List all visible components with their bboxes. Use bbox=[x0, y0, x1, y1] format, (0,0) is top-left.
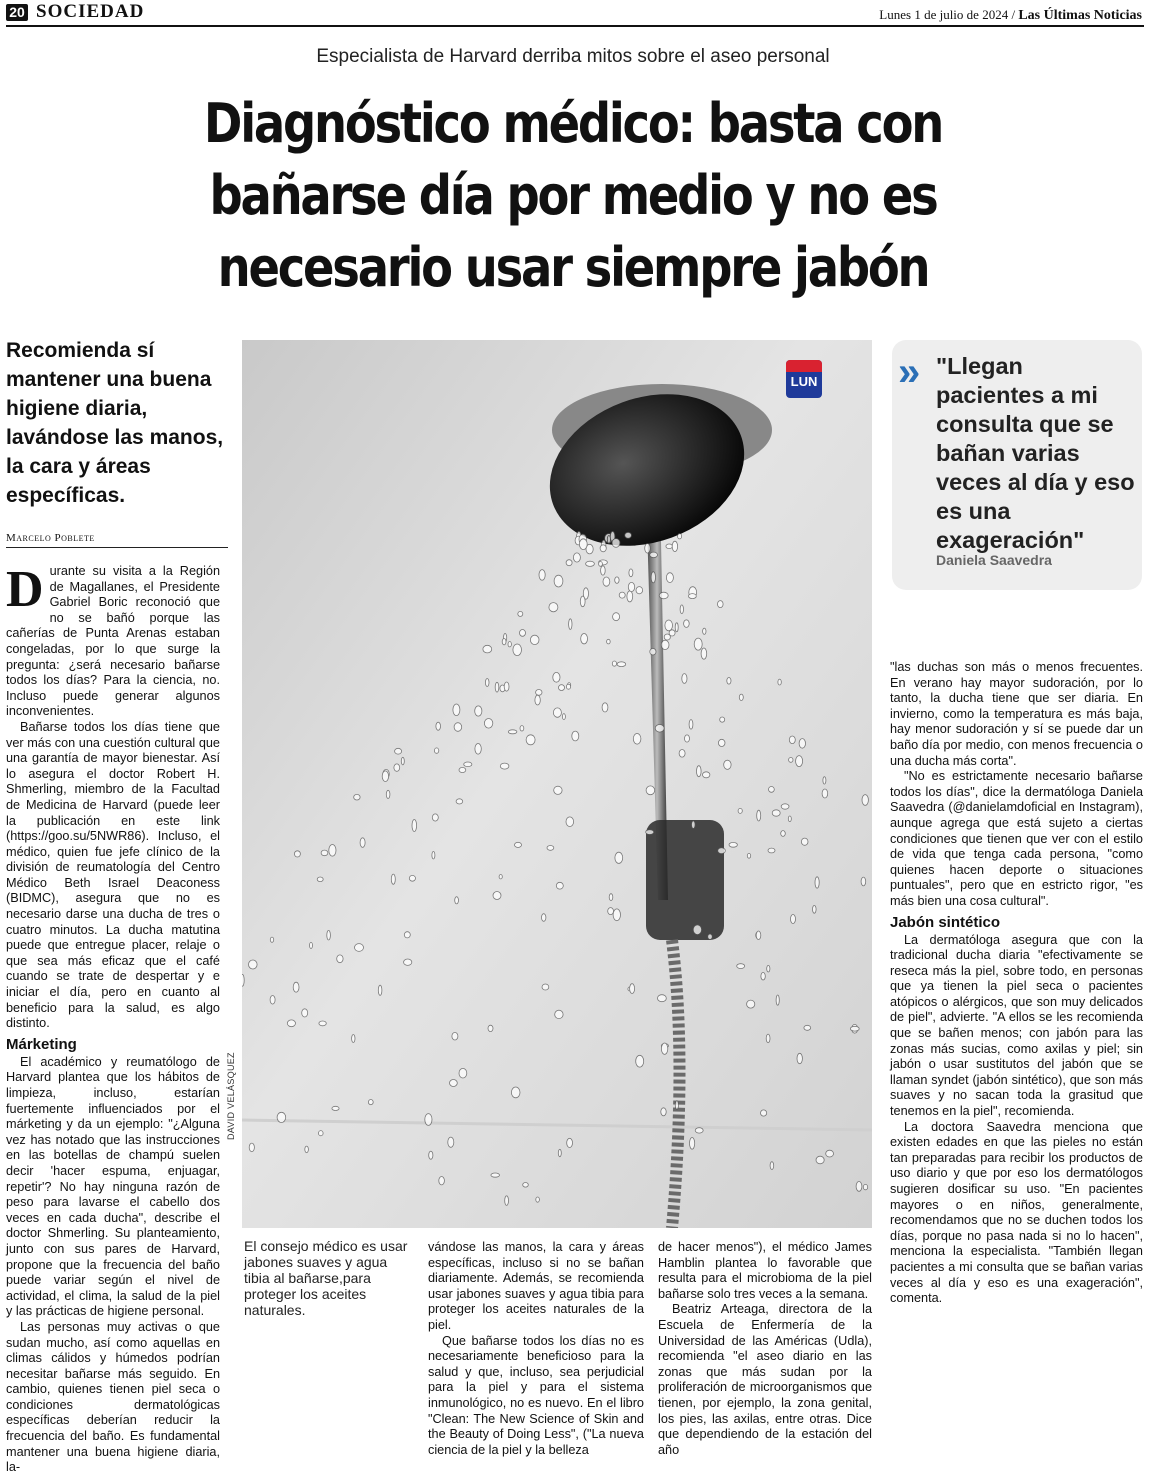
water-droplet bbox=[354, 794, 360, 800]
water-droplet bbox=[327, 930, 331, 940]
photo-caption: El consejo médico es usar jabones suaves y agua tibia al bañarse,para proteger los aceites naturales. bbox=[244, 1238, 408, 1318]
water-droplet bbox=[701, 648, 707, 659]
water-droplet bbox=[718, 739, 725, 746]
water-droplet bbox=[542, 914, 546, 922]
body-column-5 bbox=[890, 660, 1143, 1307]
water-droplet bbox=[401, 757, 404, 765]
water-droplet bbox=[556, 882, 563, 889]
water-droplet bbox=[823, 777, 826, 784]
water-droplet bbox=[579, 539, 587, 550]
water-droplet bbox=[310, 942, 313, 948]
water-droplet bbox=[856, 1182, 862, 1192]
water-droplet bbox=[665, 620, 673, 631]
water-droplet bbox=[791, 915, 796, 924]
water-droplet bbox=[799, 739, 805, 749]
water-droplet bbox=[553, 672, 560, 682]
water-droplet bbox=[523, 1183, 529, 1188]
water-droplet bbox=[600, 545, 606, 552]
water-droplet bbox=[572, 731, 579, 741]
water-droplet bbox=[646, 786, 655, 795]
water-droplet bbox=[768, 848, 775, 853]
water-droplet bbox=[850, 1026, 859, 1031]
water-droplet bbox=[520, 630, 526, 637]
water-droplet bbox=[613, 613, 620, 621]
water-droplet bbox=[703, 772, 710, 778]
water-droplet bbox=[368, 1100, 373, 1105]
water-droplet bbox=[781, 804, 789, 809]
body-column-3 bbox=[428, 1240, 644, 1458]
water-droplet bbox=[617, 662, 626, 667]
water-droplet bbox=[412, 820, 417, 832]
water-droplet bbox=[747, 853, 750, 858]
water-droplet bbox=[697, 766, 702, 777]
water-droplet bbox=[502, 639, 506, 645]
water-droplet bbox=[475, 706, 482, 716]
subheading: Jabón sintético bbox=[890, 913, 1001, 931]
water-droplet bbox=[495, 682, 499, 692]
water-droplet bbox=[658, 995, 667, 1002]
water-droplet bbox=[249, 1143, 254, 1152]
water-droplet bbox=[287, 1020, 295, 1027]
date: Lunes 1 de julio de 2024 bbox=[879, 7, 1009, 22]
water-droplet bbox=[293, 982, 299, 992]
water-droplet bbox=[436, 722, 441, 730]
water-droplet bbox=[337, 955, 343, 963]
water-droplet bbox=[439, 1177, 445, 1185]
water-droplet bbox=[678, 534, 682, 539]
water-droplet bbox=[645, 544, 651, 554]
water-droplet bbox=[484, 719, 492, 729]
water-droplet bbox=[801, 838, 808, 845]
pull-quote-author: Daniela Saavedra bbox=[936, 552, 1052, 568]
water-droplet bbox=[505, 1196, 509, 1206]
water-droplet bbox=[761, 1110, 767, 1116]
water-droplet bbox=[661, 1043, 667, 1054]
water-droplet bbox=[454, 723, 462, 732]
water-droplet bbox=[796, 756, 803, 767]
water-droplet bbox=[769, 787, 775, 793]
water-droplet bbox=[718, 848, 726, 854]
water-droplet bbox=[776, 995, 779, 1005]
water-droplet bbox=[508, 642, 511, 647]
water-droplet bbox=[432, 814, 438, 821]
water-droplet bbox=[603, 577, 610, 586]
drop-cap: D bbox=[6, 561, 44, 618]
water-droplet bbox=[602, 703, 608, 712]
water-droplet bbox=[747, 1000, 755, 1008]
water-droplet bbox=[562, 714, 565, 720]
water-droplet bbox=[861, 877, 866, 886]
water-droplet bbox=[394, 764, 400, 771]
headline-line: necesario usar siempre jabón bbox=[217, 236, 929, 299]
water-droplet bbox=[672, 541, 677, 551]
double-chevron-icon: » bbox=[898, 350, 913, 394]
water-droplet bbox=[650, 552, 658, 558]
water-droplet bbox=[666, 544, 673, 549]
water-droplet bbox=[679, 750, 685, 758]
water-droplet bbox=[619, 592, 625, 598]
body-paragraph: vándose las manos, la cara y áreas específicas, incluso si no se bañan diariamente. Además, se recomienda usar jabones suaves y agua tibia para proteger los aceites naturales de la piel. bbox=[428, 1240, 644, 1332]
water-droplet bbox=[767, 965, 770, 972]
water-droplet bbox=[305, 1146, 309, 1153]
shower-photo bbox=[242, 340, 872, 1228]
water-droplet bbox=[636, 587, 643, 594]
photo-credit: DAVID VELÁSQUEZ bbox=[226, 1052, 236, 1140]
water-droplet bbox=[499, 875, 502, 879]
water-droplet bbox=[789, 758, 793, 763]
water-droplet bbox=[650, 648, 656, 655]
water-droplet bbox=[630, 984, 635, 994]
water-droplet bbox=[559, 685, 565, 691]
water-droplet bbox=[319, 1021, 326, 1026]
water-droplet bbox=[432, 851, 435, 859]
water-droplet bbox=[555, 1010, 563, 1018]
body-paragraph bbox=[6, 561, 220, 720]
water-droplet bbox=[566, 684, 570, 689]
water-droplet bbox=[270, 937, 273, 942]
water-droplet bbox=[513, 644, 522, 656]
water-droplet bbox=[675, 1101, 678, 1110]
water-droplet bbox=[720, 717, 725, 722]
water-droplet bbox=[453, 704, 460, 716]
water-droplet bbox=[425, 1114, 432, 1126]
water-droplet bbox=[378, 985, 382, 995]
water-droplet bbox=[684, 620, 690, 628]
water-droplet bbox=[504, 682, 509, 691]
water-droplet bbox=[500, 763, 509, 769]
water-droplet bbox=[488, 1025, 493, 1031]
water-droplet bbox=[391, 874, 395, 884]
shower-head-illustration bbox=[242, 340, 872, 1228]
water-droplet bbox=[317, 877, 323, 882]
water-droplet bbox=[863, 1184, 867, 1189]
water-droplet bbox=[608, 908, 614, 915]
water-droplet bbox=[788, 816, 791, 822]
water-droplet bbox=[651, 572, 655, 583]
water-droplet bbox=[694, 638, 702, 650]
water-droplet bbox=[539, 570, 545, 581]
water-droplet bbox=[737, 964, 745, 969]
byline: Marcelo Poblete bbox=[6, 532, 228, 548]
lun-logo bbox=[786, 360, 822, 398]
water-droplet bbox=[573, 553, 580, 562]
water-droplet bbox=[627, 591, 633, 602]
water-droplet bbox=[518, 611, 523, 616]
water-droplet bbox=[692, 821, 696, 829]
water-droplet bbox=[511, 1087, 520, 1098]
water-droplet bbox=[567, 1138, 573, 1147]
water-droplet bbox=[778, 679, 781, 685]
water-droplet bbox=[615, 852, 623, 863]
water-droplet bbox=[781, 831, 786, 837]
water-droplet bbox=[456, 799, 463, 804]
water-droplet bbox=[689, 720, 693, 730]
water-droplet bbox=[404, 932, 410, 938]
water-droplet bbox=[703, 628, 706, 634]
body-paragraph: La doctora Saavedra menciona que existen edades en que las pieles no están tan preparadas para recibir los productos de uso diario y que por eso los dermatólogos sugieren dosificar su uso. "En pacientes mayores o en niños, generalmente, recomendamos que no se duchen todos los días, porque no pasa nada si no lo hacen", menciona la especialista. "También llegan pacientes a mi consulta que se bañan varias veces al día y eso es una exageración", comenta. bbox=[890, 1119, 1143, 1306]
body-column-4 bbox=[658, 1240, 872, 1458]
water-droplet bbox=[724, 760, 731, 769]
water-droplet bbox=[586, 561, 595, 566]
water-droplet bbox=[689, 594, 697, 599]
water-droplet bbox=[613, 909, 620, 921]
water-droplet bbox=[708, 934, 713, 939]
body-paragraph: "las duchas son más o menos frecuentes. En verano hay mayor sudoración, por lo tanto, la ducha tiene que ser diaria. En invierno, como la temperatura es más baja, hay menor sudoración y sí se puede dar un baño día por medio, con menos frecuencia o una ducha más corta". bbox=[890, 660, 1143, 768]
body-paragraph: Las personas muy activas o que sudan mucho, así como aquellas en climas cálidos y húmedos podrían necesitar bañarse más seguido. En cambio, quienes tienen piel seca o condiciones dermatológicas específicas deberían reducir la frecuencia del baño. Es fundamental mantener una buena higiene diaria, la- bbox=[6, 1319, 220, 1475]
paragraph-text: urante su visita a la Región de Magallanes, el Presidente Gabriel Boric reconoció que no se bañó porque las cañerías de Punta Arenas estaban congeladas, por lo que surge la pregunta: ¿será necesario bañarse todos los días? Para la ciencia, no. Incluso puede generar algunos inconvenientes. bbox=[6, 564, 220, 719]
water-droplet bbox=[770, 1162, 774, 1170]
water-droplet bbox=[636, 1055, 644, 1067]
water-droplet bbox=[450, 1080, 458, 1087]
water-droplet bbox=[607, 639, 611, 644]
subheading: Márketing bbox=[6, 1035, 77, 1053]
water-droplet bbox=[536, 1197, 540, 1202]
water-droplet bbox=[772, 810, 780, 816]
water-droplet bbox=[628, 582, 634, 591]
body-paragraph: Bañarse todos los días tiene que ver más con una cuestión cultural que una garantía de mayor bienestar. Así lo asegura el doctor Robert H. Shmerling, miembro de la Facultad de Medicina de Harvard (puede leer la publicación en este link (https://goo.su/5NWR86). Incluso, el médico, quien fue jefe clínico de la división de reumatología del Centro Médico Beth Israel Deaconess (BIDMC), asegura que no es necesario darse una ducha de tres o cuatro minutos. La ducha matutina puede que entregue placer, relaje o que sea más eficaz que el café cuando se trate de despertar y e iniciar el día, pero en cuanto al beneficio para la salud, es algo distinto. bbox=[6, 719, 220, 1031]
water-droplet bbox=[277, 1112, 286, 1122]
water-droplet bbox=[826, 1150, 834, 1157]
water-droplet bbox=[789, 736, 795, 744]
water-droplet bbox=[822, 789, 828, 798]
water-droplet bbox=[599, 562, 603, 567]
water-droplet bbox=[633, 734, 641, 745]
water-droplet bbox=[395, 748, 402, 754]
water-droplet bbox=[508, 730, 517, 734]
water-droplet bbox=[659, 592, 668, 599]
water-droplet bbox=[409, 875, 415, 881]
water-droplet bbox=[813, 905, 817, 913]
headline-line: bañarse día por medio y no es bbox=[209, 164, 937, 227]
water-droplet bbox=[661, 640, 669, 649]
water-droplet bbox=[690, 1138, 695, 1150]
body-paragraph: Que bañarse todos los días no es necesariamente beneficioso para la salud y que, incluso, sea perjudicial para la piel y para el sistema inmunológico, no es nuevo. En el libro "Clean: The New Science of Skin and the Beauty of Doing Less", ("La nueva ciencia de la piel y la belleza bbox=[428, 1333, 644, 1457]
water-droplet bbox=[249, 960, 258, 969]
water-droplet bbox=[666, 573, 673, 583]
water-droplet bbox=[646, 830, 654, 835]
water-droplet bbox=[566, 560, 572, 566]
water-droplet bbox=[321, 850, 328, 856]
water-droplet bbox=[352, 1035, 355, 1043]
water-droplet bbox=[459, 1068, 467, 1078]
water-droplet bbox=[693, 925, 701, 935]
water-droplet bbox=[675, 623, 678, 632]
water-droplet bbox=[355, 944, 364, 952]
logo-red-band bbox=[786, 360, 822, 372]
water-droplet bbox=[695, 1128, 703, 1133]
water-droplet bbox=[270, 996, 275, 1005]
water-droplet bbox=[386, 790, 390, 798]
water-droplet bbox=[761, 972, 765, 980]
water-droplet bbox=[766, 1034, 770, 1043]
water-droplet bbox=[581, 634, 588, 644]
water-droplet bbox=[530, 635, 539, 644]
water-droplet bbox=[739, 694, 743, 700]
water-droplet bbox=[655, 725, 664, 733]
pull-quote-text: "Llegan pacientes a mi consulta que se bañan varias veces al día y eso es una exageración" bbox=[936, 353, 1135, 553]
water-droplet bbox=[459, 767, 466, 772]
water-droplet bbox=[816, 1156, 824, 1164]
dateline-separator: / bbox=[1008, 7, 1019, 22]
water-droplet bbox=[729, 842, 737, 847]
water-droplet bbox=[455, 897, 459, 904]
water-droplet bbox=[738, 808, 742, 813]
headline-line: Diagnóstico médico: basta con bbox=[203, 92, 943, 155]
body-paragraph: La dermatóloga asegura que con la tradicional ducha diaria "efectivamente se reseca más la piel, sobre todo, en personas que ya tienen la piel seca o pacientes atópicos o alérgicos, que son muy delicados de piel", advierte. "A ellos se les recomienda que se bañen menos; con jabón para las zonas más sucias, como axilas y piel; sin jabón o usar sustitutos del jabón que se llaman syndet (jabón sintético), que son más suaves y no sacan toda la grasitud que tenemos en la piel", recomienda. bbox=[890, 932, 1143, 1119]
water-droplet bbox=[756, 931, 761, 940]
body-paragraph: de hacer menos"), el médico James Hamblin plantea lo favorable que resulta para el microbioma de la piel bañarse solo tres veces a la semana. bbox=[658, 1240, 872, 1301]
water-droplet bbox=[625, 532, 632, 538]
water-droplet bbox=[360, 838, 365, 848]
water-droplet bbox=[797, 1053, 802, 1063]
body-paragraph: Beatriz Arteaga, directora de la Escuela de Enfermería de la Universidad de las Américas (Udla), recomienda "el aseo diario en las zonas que más sudan por la proliferación de microorganismos que tienen, por ejemplo, la zona genital, los pies, las axilas, entre otras. Dice que dependiendo de la estación del año bbox=[658, 1302, 872, 1457]
water-droplet bbox=[554, 786, 562, 794]
water-droplet bbox=[554, 575, 563, 587]
water-droplet bbox=[485, 679, 489, 687]
water-droplet bbox=[680, 605, 683, 614]
publication-name: Las Últimas Noticias bbox=[1018, 8, 1142, 23]
water-droplet bbox=[319, 1131, 324, 1136]
water-droplet bbox=[629, 569, 633, 577]
water-droplet bbox=[727, 678, 731, 685]
water-droplet bbox=[429, 1151, 433, 1159]
water-droplet bbox=[553, 708, 561, 717]
kicker: Especialista de Harvard derriba mitos sobre el aseo personal bbox=[316, 46, 830, 67]
water-droplet bbox=[549, 603, 558, 612]
water-droplet bbox=[475, 744, 481, 755]
water-droplet bbox=[448, 1137, 454, 1147]
water-droplet bbox=[612, 539, 620, 548]
water-droplet bbox=[547, 846, 554, 851]
water-droplet bbox=[601, 566, 606, 575]
water-droplet bbox=[520, 726, 524, 731]
dateline bbox=[879, 7, 1142, 24]
section-title: SOCIEDAD bbox=[36, 1, 145, 22]
water-droplet bbox=[302, 1009, 308, 1017]
water-droplet bbox=[535, 695, 540, 705]
header-rule bbox=[6, 25, 1144, 27]
water-droplet bbox=[757, 810, 761, 821]
water-droplet bbox=[682, 674, 687, 684]
headline bbox=[115, 88, 1032, 304]
water-droplet bbox=[464, 762, 472, 767]
water-droplet bbox=[329, 845, 336, 857]
water-droplet bbox=[536, 690, 542, 696]
water-droplet bbox=[515, 842, 522, 847]
water-droplet bbox=[661, 1108, 666, 1116]
water-droplet bbox=[382, 771, 388, 782]
water-droplet bbox=[332, 1106, 339, 1110]
water-droplet bbox=[404, 959, 412, 965]
water-droplet bbox=[493, 892, 501, 900]
water-droplet bbox=[483, 645, 492, 653]
water-droplet bbox=[542, 984, 549, 990]
lead-paragraph: Recomienda sí mantener una buena higiene diaria, lavándose las manos, la cara y áreas específicas. bbox=[6, 339, 224, 507]
water-droplet bbox=[685, 735, 690, 742]
water-droplet bbox=[242, 974, 244, 986]
water-droplet bbox=[526, 735, 535, 745]
water-droplet bbox=[558, 1149, 561, 1156]
water-droplet bbox=[491, 1173, 500, 1177]
body-paragraph: El académico y reumatólogo de Harvard plantea que los hábitos de limpieza, incluso, estarían fuertemente influenciados por el márketing y da un ejemplo: "¿Alguna vez has notado que las instrucciones en las botellas de champú suelen decir 'hacer espuma, enjuagar, repetir'? No hay ninguna razón de peso para lavarse el cabello dos veces en cada ducha", describe el doctor Shmerling. Su planteamiento, junto con sus pares de Harvard, propone que la frecuencia del baño puede variar según el nivel de actividad, el clima, la salud de la piel y las prácticas de higiene personal. bbox=[6, 1054, 220, 1319]
water-droplet bbox=[452, 1032, 458, 1040]
logo-text: LUN bbox=[790, 374, 818, 389]
water-droplet bbox=[609, 894, 613, 901]
water-droplet bbox=[580, 596, 585, 607]
body-paragraph: "No es estrictamente necesario bañarse todos los días", dice la dermatóloga Daniela Saavedra (@danielamdoficial en Instagram), aunque agrega que está sujeto a ciertas condiciones que tienen que ver con el estilo de vida que tenga cada persona, "como quienes hacen deporte o situaciones puntuales", pero que en estricto rigor, "es más bien una cosa cultural". bbox=[890, 769, 1143, 908]
page-number: 20 bbox=[6, 4, 28, 21]
water-droplet bbox=[566, 817, 574, 827]
water-droplet bbox=[862, 795, 868, 806]
water-droplet bbox=[669, 630, 675, 636]
water-droplet bbox=[294, 851, 300, 857]
water-droplet bbox=[804, 1025, 811, 1030]
water-droplet bbox=[434, 748, 438, 753]
water-droplet bbox=[569, 619, 572, 630]
water-droplet bbox=[612, 661, 616, 666]
body-column-1 bbox=[6, 561, 220, 1476]
water-droplet bbox=[718, 601, 724, 608]
water-droplet bbox=[815, 877, 819, 888]
water-droplet bbox=[615, 577, 619, 583]
